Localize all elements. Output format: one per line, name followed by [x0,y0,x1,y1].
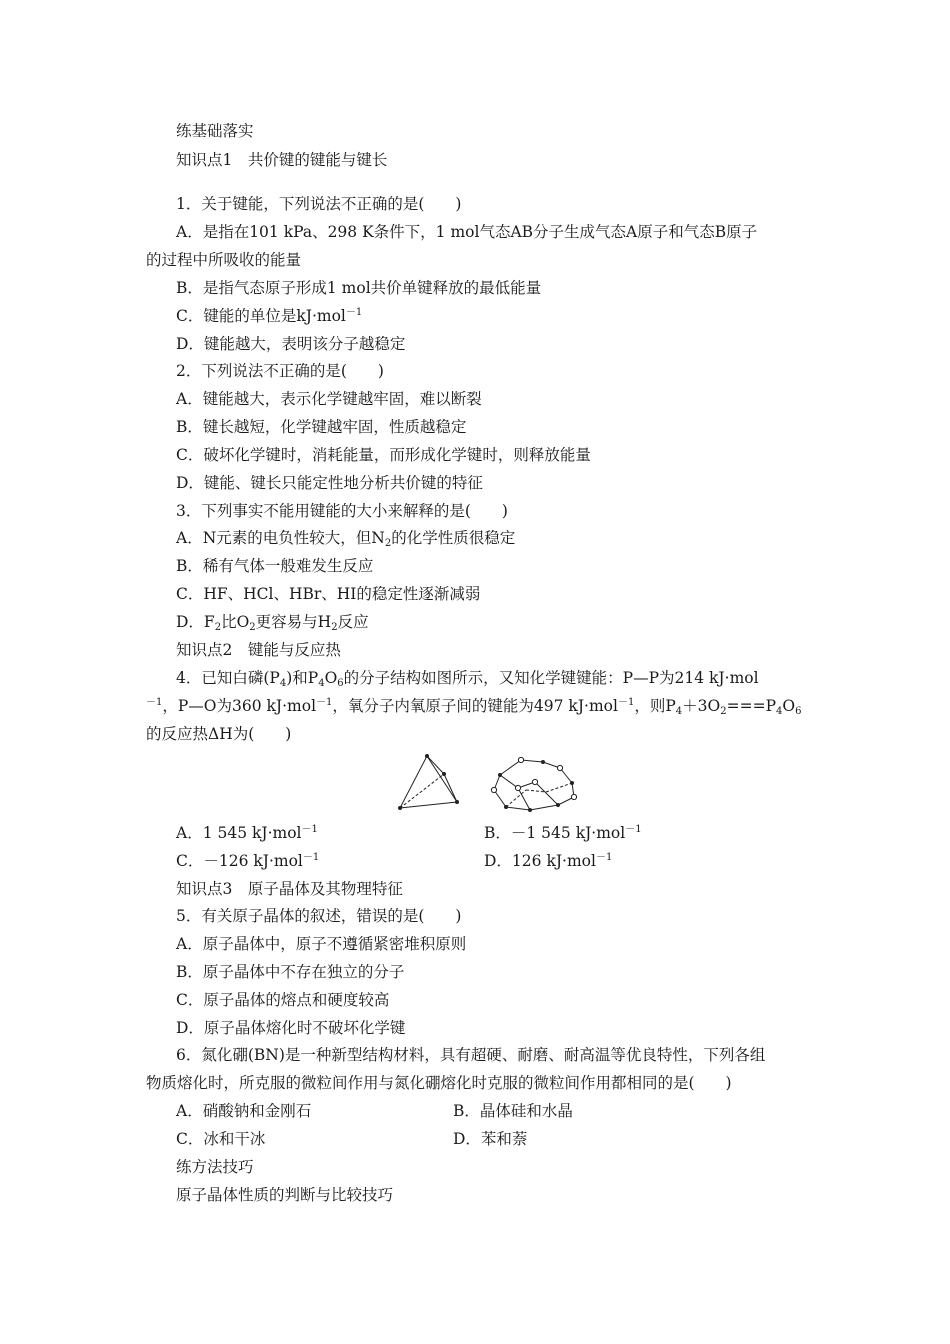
q5-option-b: B．原子晶体中不存在独立的分子 [176,963,405,981]
q4-option-b: B．－1 545 kJ·mol$^{-1}$ [484,824,642,842]
q2-stem: 2．下列说法不正确的是( ) [176,362,384,380]
q6-option-c: C．冰和干冰 [176,1130,266,1148]
section-heading-kp3: 知识点3 原子晶体及其物理特征 [176,880,403,898]
q4-stem-line3: 的反应热ΔH为( ) [146,725,292,743]
q3-stem: 3．下列事实不能用键能的大小来解释的是( ) [176,502,508,520]
q3-option-c: C．HF、HCl、HBr、HI的稳定性逐渐减弱 [176,585,481,603]
q2-option-c: C．破坏化学键时，消耗能量，而形成化学键时，则释放能量 [176,446,591,464]
q6-option-b: B．晶体硅和水晶 [453,1102,573,1120]
q4-stem-line1: 4．已知白磷$(P_4)$和$P_4O_6$的分子结构如图所示，又知化学键键能：P—P为214 kJ·mol [176,669,759,689]
q4-option-d: D．126 kJ·mol$^{-1}$ [484,852,613,870]
section-heading-method-topic: 原子晶体性质的判断与比较技巧 [176,1186,394,1204]
q1-option-a-line1: A．是指在101 kPa、298 K条件下，1 mol气态AB分子生成气态A原子和气态B原子 [176,223,758,241]
q2-option-d: D．键能、键长只能定性地分析共价键的特征 [176,474,483,492]
section-heading-kp1: 知识点1 共价键的键能与键长 [176,151,388,169]
q5-stem: 5．有关原子晶体的叙述，错误的是( ) [176,907,462,925]
q6-option-d: D．苯和萘 [453,1130,528,1148]
q1-option-b: B．是指气态原子形成1 mol共价单键释放的最低能量 [176,279,542,297]
q6-stem-line1: 6．氮化硼(BN)是一种新型结构材料，具有超硬、耐磨、耐高温等优良特性，下列各组 [176,1046,766,1064]
p4-molecule-diagram [392,750,472,816]
q4-option-a: A．1 545 kJ·mol$^{-1}$ [176,824,318,842]
q1-stem: 1．关于键能，下列说法不正确的是( ) [176,195,462,213]
q3-option-a: A．N元素的电负性较大，但$N_2$的化学性质很稳定 [176,529,516,549]
q6-option-a: A．硝酸钠和金刚石 [176,1102,312,1120]
q4-option-c: C．－126 kJ·mol$^{-1}$ [176,852,320,870]
q1-option-a-line2: 的过程中所吸收的能量 [146,251,302,269]
section-heading-kp2: 知识点2 键能与反应热 [176,641,341,659]
q5-option-a: A．原子晶体中，原子不遵循紧密堆积原则 [176,935,467,953]
q2-option-a: A．键能越大，表示化学键越牢固，难以断裂 [176,390,482,408]
q5-option-d: D．原子晶体熔化时不破坏化学键 [176,1019,406,1037]
section-heading-practice-method: 练方法技巧 [176,1158,254,1176]
section-heading-practice-basic: 练基础落实 [176,122,254,140]
q3-option-d: D．$F_2$比$O_2$更容易与$H_2$反应 [176,613,369,633]
q6-stem-line2: 物质熔化时，所克服的微粒间作用与氮化硼熔化时克服的微粒间作用都相同的是( ) [146,1074,732,1092]
q5-option-c: C．原子晶体的熔点和硬度较高 [176,991,390,1009]
q4-stem-line2: $^{-1}$，P—O为360 kJ·mol$^{-1}$，氧分子内氧原子间的键能为497 kJ·mol$^{-1}$，则$P_4+3O_2===P_4O_6$ [146,697,802,717]
q3-option-b: B．稀有气体一般难发生反应 [176,557,374,575]
q1-option-c: C．键能的单位是kJ·mol$^{-1}$ [176,307,363,325]
p4o6-molecule-diagram [488,750,588,816]
q2-option-b: B．键长越短，化学键越牢固，性质越稳定 [176,418,467,436]
q1-option-d: D．键能越大，表明该分子越稳定 [176,335,406,353]
